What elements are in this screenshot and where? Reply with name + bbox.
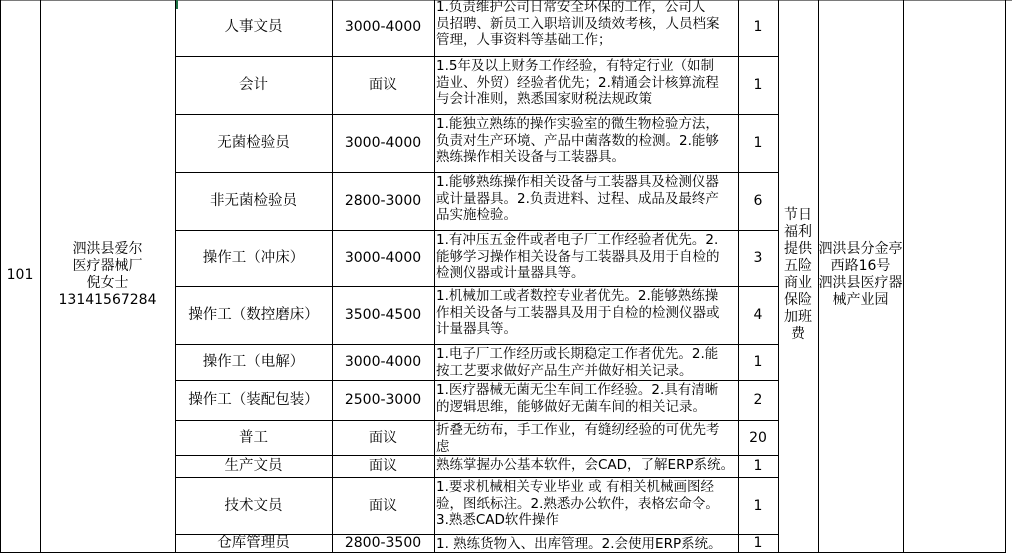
job-description: 1.医疗器械无菌无尘车间工作经验。2.具有清晰 的逻辑思维，能够做好无菌车间的相关记录。 [434,380,739,421]
job-position: 操作工（数控磨床） [175,286,333,345]
company-contact: 泗洪县爱尔 医疗器械厂 倪女士 13141567284 [40,0,176,553]
job-description: 1.机械加工或者数控专业者优先。2.能够熟练操 作相关设备与工装器具及用于自检的检测仪器或 计量器具等。 [434,286,739,345]
job-position: 人事文员 [175,0,333,57]
job-description: 1.5年及以上财务工作经验，有特定行业（如制 造业、外贸）经验者优先；2.精通会计核算流程 与会计准则，熟悉国家财税法规政策 [434,56,739,115]
job-position: 操作工（冲床） [175,230,333,287]
job-description: 熟练掌握办公基本软件，会CAD，了解ERP系统。 [434,455,739,478]
job-position: 生产文员 [175,455,333,478]
job-description: 1.要求机械相关专业毕业 或 有相关机械画图经 验，图纸标注。2.熟悉办公软件，表格宏命令。 3.熟悉CAD软件操作 [434,477,739,535]
job-position: 普工 [175,420,333,456]
job-salary: 3500-4500 [332,286,435,345]
job-headcount: 6 [738,172,779,231]
job-description: 1. 熟练货物入、出库管理。2.会使用ERP系统。 [434,534,739,553]
job-salary: 面议 [332,56,435,115]
job-description: 1.负责维护公司日常安全环保的工作，公司人 员招聘、新员工入职培训及绩效考核，人员档案 管理，人事资料等基础工作； [434,0,739,57]
job-description: 1.有冲压五金件或者电子厂工作经验者优先。2. 能够学习操作相关设备与工装器具及用于自检的 检测仪器或计量器具等。 [434,230,739,287]
job-headcount: 3 [738,230,779,287]
job-headcount: 1 [738,0,779,57]
job-salary: 面议 [332,477,435,535]
work-address: 泗洪县分金亭 西路16号 泗洪县医疗器 械产业园 [818,0,904,553]
job-headcount: 4 [738,286,779,345]
job-description: 1.能独立熟练的操作实验室的微生物检验方法， 负责对生产环境、产品中菌落数的检测。2.能够 熟练操作相关设备与工装器具。 [434,114,739,173]
job-position: 非无菌检验员 [175,172,333,231]
job-salary: 3000-4000 [332,114,435,173]
job-position: 仓库管理员 [175,534,333,553]
job-description: 1.电子厂工作经历或长期稳定工作者优先。2.能 按工艺要求做好产品生产并做好相关记录。 [434,344,739,381]
job-salary: 3000-4000 [332,344,435,381]
job-salary: 2800-3500 [332,534,435,553]
job-salary: 3000-4000 [332,230,435,287]
benefits: 节日福利 提供五险 商业保险 加班费 [778,0,819,553]
job-headcount: 1 [738,477,779,535]
job-position: 会计 [175,56,333,115]
job-description: 1.能够熟练操作相关设备与工装器具及检测仪器 或计量器具。2.负责进料、过程、成品及最终产 品实施检验。 [434,172,739,231]
job-position: 技术文员 [175,477,333,535]
job-salary: 3000-4000 [332,0,435,57]
job-headcount: 1 [738,455,779,478]
listing-number: 101 [0,0,41,553]
job-position: 操作工（装配包装） [175,380,333,421]
job-headcount: 1 [738,56,779,115]
job-position: 操作工（电解） [175,344,333,381]
job-salary: 2500-3000 [332,380,435,421]
job-headcount: 20 [738,420,779,456]
job-headcount: 1 [738,344,779,381]
job-headcount: 1 [738,114,779,173]
job-position: 无菌检验员 [175,114,333,173]
job-salary: 面议 [332,455,435,478]
next-column-edge [903,0,1006,553]
job-salary: 2800-3000 [332,172,435,231]
job-headcount: 2 [738,380,779,421]
job-description: 折叠无纺布，手工作业，有缝纫经验的可优先考 虑 [434,420,739,456]
job-headcount: 1 [738,534,779,553]
job-salary: 面议 [332,420,435,456]
